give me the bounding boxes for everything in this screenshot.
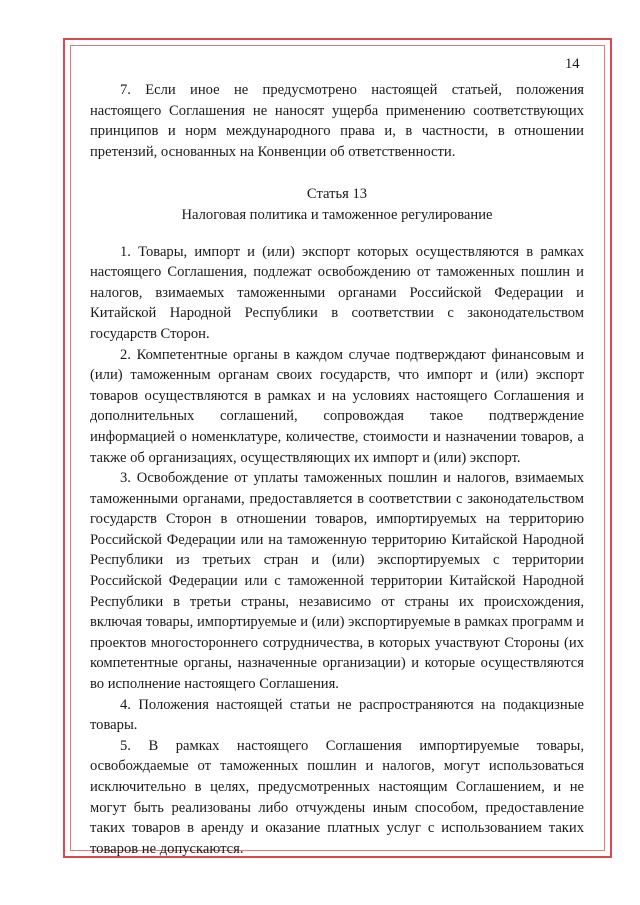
- page-number: 14: [565, 56, 580, 72]
- paragraph-2: 2. Компетентные органы в каждом случае подтверждают финансовым и (или) таможенным органам своих государств, что импорт и (или) экспорт товаров осуществляются в рамках и на условиях настоящего Соглашения и дополнительных соглашений, сопровождая такое подтверждение информацией о номенклатуре, количестве, стоимости и назначении товаров, а также об организациях, осуществляющих их импорт и (или) экспорт.: [90, 346, 584, 466]
- paragraph-7: 7. Если иное не предусмотрено настоящей статьей, положения настоящего Соглашения не наносят ущерба применению соответствующих принципов и норм международного права и, в частности, в отношении претензий, основанных на Конвенции об ответственности.: [90, 82, 584, 160]
- article-subtitle: Налоговая политика и таможенное регулирование: [181, 206, 493, 223]
- paragraph-3: 3. Освобождение от уплаты таможенных пошлин и налогов, взимаемых таможенными органами, предоставляется в соответствии с законодательством государств Сторон в отношении товаров, импортируемых на территорию Российской Федерации или на таможенную территорию Китайской Народной Республики из третьих стран и (или) экспортируемых с территории Российской Федерации или с таможенной территории Китайской Народной Республики в третьи страны, независимо от страны их происхождения, включая товары, импортируемые и (или) экспортируемые в рамках программ и проектов многостороннего сотрудничества, в которых участвуют Стороны (их компетентные органы, назначенные организации) и которые осуществляются во исполнение настоящего Соглашения.: [90, 470, 584, 693]
- paragraph-1: 1. Товары, импорт и (или) экспорт которых осуществляются в рамках настоящего Соглашения, подлежат освобождению от таможенных пошлин и налогов, взимаемых таможенными органами Российской Федерации и Китайской Народной Республики в соответствии с законодательством государств Сторон.: [90, 243, 584, 342]
- article-title: Статья 13: [306, 186, 368, 203]
- paragraph-4: 4. Положения настоящей статьи не распространяются на подакцизные товары.: [90, 696, 584, 734]
- paragraph-5: 5. В рамках настоящего Соглашения импортируемые товары, освобождаемые от таможенных пошлин и налогов, могут использоваться исключительно в целях, предусмотренных настоящим Соглашением, и не могут быть реализованы либо отчуждены иным способом, предоставление таких товаров в аренду и оказание платных услуг с использованием таких товаров не допускаются.: [90, 737, 584, 857]
- document-body: [90, 80, 584, 859]
